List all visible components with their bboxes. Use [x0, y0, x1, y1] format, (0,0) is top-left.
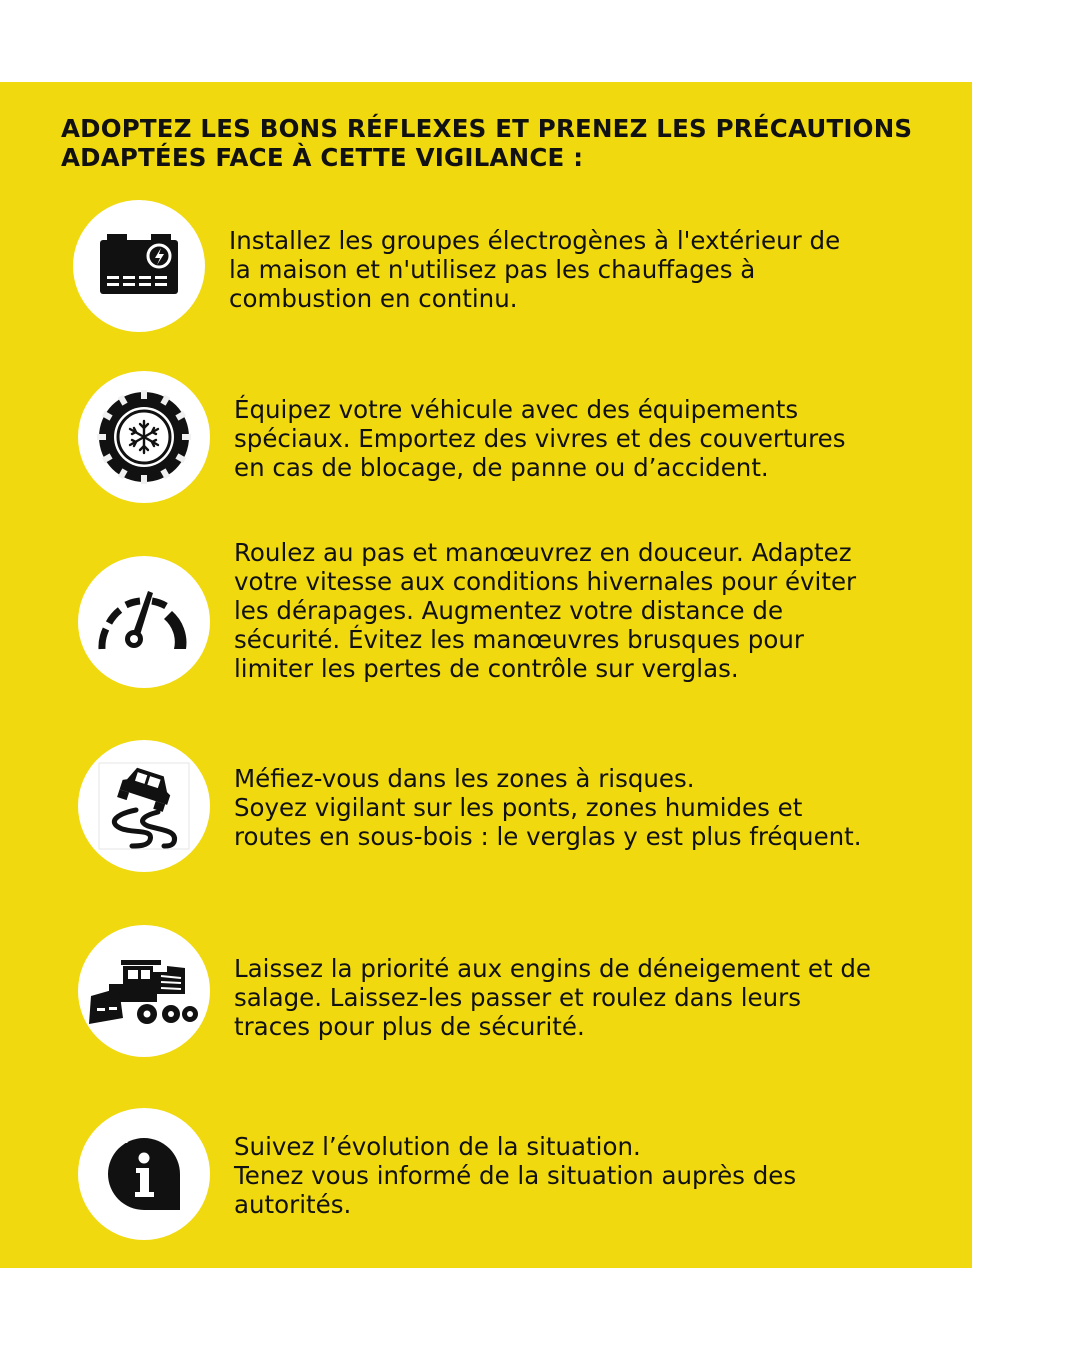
advice-line: Laissez la priorité aux engins de déneigement et de: [234, 954, 871, 983]
page-title: [61, 114, 961, 172]
advice-line: votre vitesse aux conditions hivernales pour éviter: [234, 567, 857, 596]
snow-tire-icon: [78, 371, 210, 503]
advice-text: [234, 538, 856, 683]
advice-text: [234, 395, 846, 482]
advice-line: salage. Laissez-les passer et roulez dans leurs: [234, 983, 801, 1012]
advice-text: [229, 226, 840, 313]
advice-text: [234, 764, 862, 851]
advice-line: Méfiez-vous dans les zones à risques.: [234, 764, 695, 793]
advice-line: combustion en continu.: [229, 284, 518, 313]
snowplow-icon: [78, 925, 210, 1057]
skidding-car-icon: [78, 740, 210, 872]
generator-icon: [73, 200, 205, 332]
advice-line: routes en sous-bois : le verglas y est plus fréquent.: [234, 822, 862, 851]
advice-line: Tenez vous informé de la situation auprès des: [234, 1161, 797, 1190]
advice-text: [234, 1132, 796, 1219]
advice-text: [234, 954, 871, 1041]
advice-line: traces pour plus de sécurité.: [234, 1012, 585, 1041]
advice-line: Roulez au pas et manœuvrez en douceur. Adaptez: [234, 538, 852, 567]
advice-line: autorités.: [234, 1190, 352, 1219]
advice-line: les dérapages. Augmentez votre distance de: [234, 596, 784, 625]
advice-line: limiter les pertes de contrôle sur verglas.: [234, 654, 739, 683]
advice-line: Soyez vigilant sur les ponts, zones humides et: [234, 793, 803, 822]
advice-line: Suivez l’évolution de la situation.: [234, 1132, 641, 1161]
speedometer-icon: [78, 556, 210, 688]
advice-line: sécurité. Évitez les manœuvres brusques pour: [234, 625, 804, 654]
info-icon: [78, 1108, 210, 1240]
advice-line: Installez les groupes électrogènes à l'extérieur de: [229, 226, 841, 255]
advice-line: en cas de blocage, de panne ou d’accident.: [234, 453, 769, 482]
advice-line: Équipez votre véhicule avec des équipements: [234, 395, 799, 424]
advice-line: la maison et n'utilisez pas les chauffages à: [229, 255, 756, 284]
title-line: ADOPTEZ LES BONS RÉFLEXES ET PRENEZ LES PRÉCAUTIONS: [61, 114, 913, 143]
advice-line: spéciaux. Emportez des vivres et des couvertures: [234, 424, 846, 453]
title-line: ADAPTÉES FACE À CETTE VIGILANCE :: [61, 143, 584, 172]
